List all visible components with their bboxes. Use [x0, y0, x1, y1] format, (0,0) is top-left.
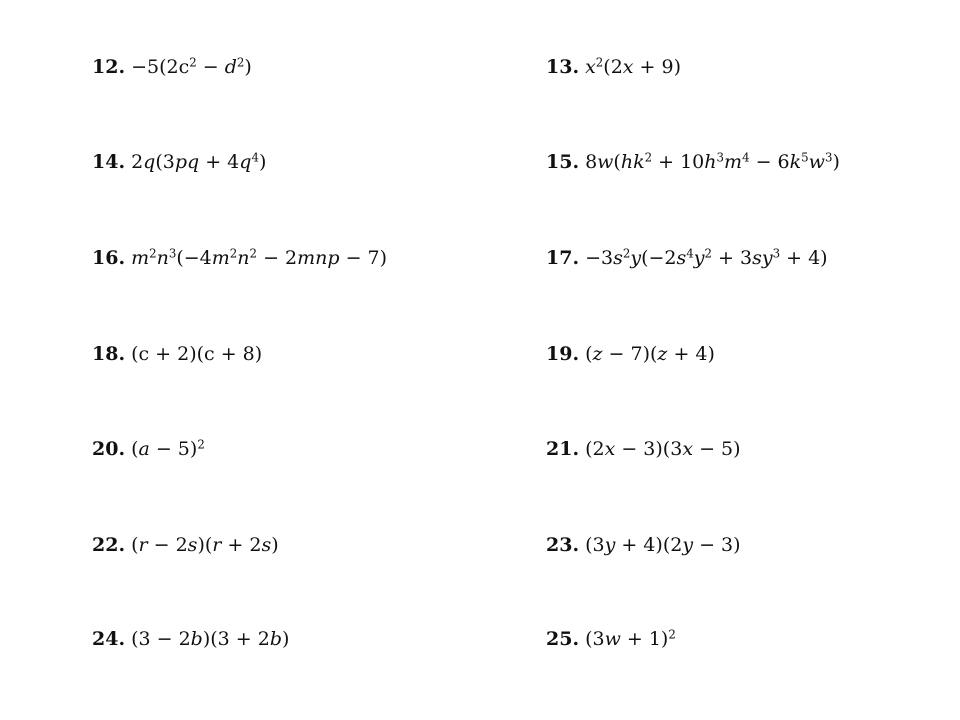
problem-expression: $(3w + 1)^2$ [585, 627, 676, 650]
problem-number: 12. [92, 56, 126, 78]
problem-15 [546, 150, 840, 173]
problem-21 [546, 440, 741, 459]
problem-25 [546, 627, 676, 650]
problem-number: 23. [546, 534, 580, 556]
problem-number: 19. [546, 343, 580, 365]
problem-expression: $2q(3pq + 4q^4)$ [131, 150, 267, 173]
problem-14 [92, 150, 267, 173]
problem-number: 15. [546, 151, 580, 173]
problem-expression: $(a - 5)^2$ [131, 437, 205, 460]
problem-12 [92, 55, 252, 78]
problem-19 [546, 345, 715, 364]
problem-expression: (z − 7)(z + 4) [585, 343, 715, 365]
problem-22 [92, 536, 279, 555]
problem-expression: (3y + 4)(2y − 3) [585, 534, 741, 556]
problem-number: 25. [546, 628, 580, 650]
problem-number: 22. [92, 534, 126, 556]
problem-expression: $-5(2c^2 - d^2)$ [131, 55, 252, 78]
problem-expression: $m^2n^3(-4m^2n^2 - 2mnp - 7)$ [131, 246, 388, 269]
problem-number: 20. [92, 438, 126, 460]
problem-expression: $x^2(2x + 9)$ [585, 55, 682, 78]
problem-number: 24. [92, 628, 126, 650]
problem-17 [546, 246, 828, 269]
problem-13 [546, 55, 682, 78]
problem-number: 13. [546, 56, 580, 78]
problem-expression: $8w(hk^2 + 10h^3m^4 - 6k^5w^3)$ [585, 150, 840, 173]
problem-expression: (c + 2)(c + 8) [131, 343, 263, 365]
problem-number: 16. [92, 247, 126, 269]
problem-number: 14. [92, 151, 126, 173]
problem-number: 21. [546, 438, 580, 460]
problem-24 [92, 630, 289, 649]
problem-expression: (3 − 2b)(3 + 2b) [131, 628, 290, 650]
problem-number: 17. [546, 247, 580, 269]
problem-23 [546, 536, 741, 555]
problem-number: 18. [92, 343, 126, 365]
problem-expression: (r − 2s)(r + 2s) [131, 534, 279, 556]
problem-18 [92, 345, 262, 364]
problem-expression: $-3s^2y(-2s^4y^2 + 3sy^3 + 4)$ [585, 246, 828, 269]
problem-16 [92, 246, 388, 269]
problem-20 [92, 437, 205, 460]
problem-expression: (2x − 3)(3x − 5) [585, 438, 741, 460]
